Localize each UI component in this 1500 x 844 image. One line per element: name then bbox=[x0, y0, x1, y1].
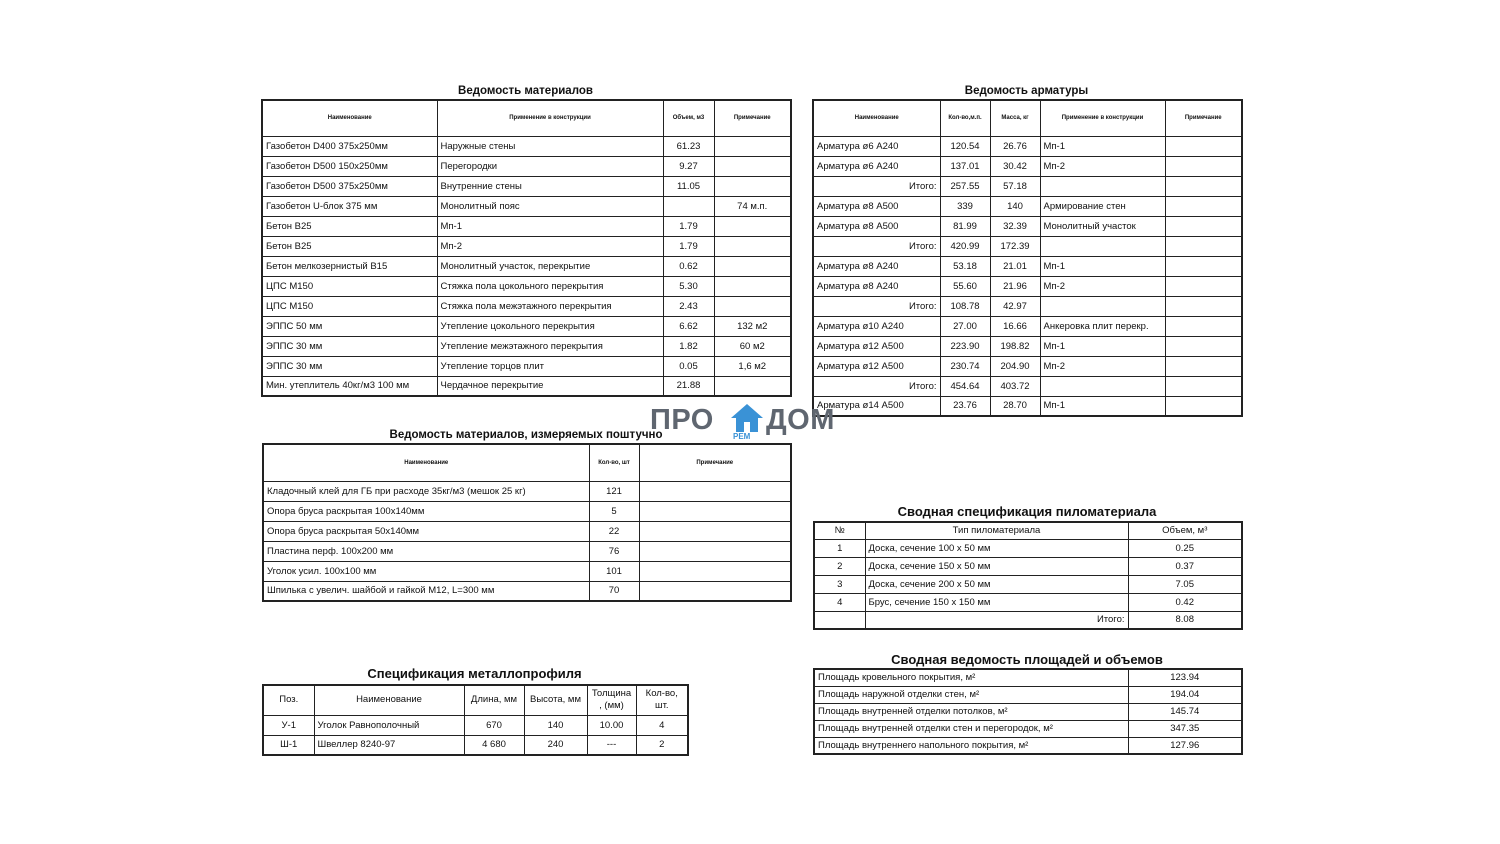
materials-title: Ведомость материалов bbox=[458, 85, 593, 97]
table-cell bbox=[1165, 276, 1242, 296]
table-cell: Площадь внутренней отделки стен и перегородок, м² bbox=[814, 720, 1128, 737]
materials-table bbox=[261, 99, 792, 397]
table-cell: 4 680 bbox=[464, 735, 524, 755]
table-cell: 123.94 bbox=[1128, 669, 1242, 686]
table-cell: 53.18 bbox=[940, 256, 990, 276]
table-cell: Кладочный клей для ГБ при расходе 35кг/м3 (мешок 25 кг) bbox=[263, 481, 589, 501]
table-cell bbox=[1165, 216, 1242, 236]
table-cell bbox=[1165, 296, 1242, 316]
table-cell: 108.78 bbox=[940, 296, 990, 316]
table-cell bbox=[1040, 176, 1165, 196]
table-cell: Итого: bbox=[813, 176, 940, 196]
table-cell bbox=[814, 611, 865, 629]
table-cell: Мп-2 bbox=[1040, 156, 1165, 176]
header-cell: Применение в конструкции bbox=[437, 100, 663, 136]
table-cell: 6.62 bbox=[663, 316, 714, 336]
table-row bbox=[813, 176, 1242, 196]
table-cell bbox=[714, 376, 791, 396]
table-cell bbox=[714, 256, 791, 276]
logo-subtext: РЕМ bbox=[733, 432, 751, 441]
table-cell: Арматура ø14 А500 bbox=[813, 396, 940, 416]
table-header bbox=[813, 100, 1242, 136]
table-cell: Итого: bbox=[813, 236, 940, 256]
table-row bbox=[263, 561, 791, 581]
table-cell: 140 bbox=[990, 196, 1040, 216]
table-cell bbox=[714, 156, 791, 176]
table-cell: 257.55 bbox=[940, 176, 990, 196]
table-cell: Утепление межэтажного перекрытия bbox=[437, 336, 663, 356]
table-cell: 70 bbox=[589, 581, 639, 601]
table-cell: 1 bbox=[814, 539, 865, 557]
table-row bbox=[814, 703, 1242, 720]
piece-block bbox=[262, 427, 790, 602]
table-row bbox=[263, 481, 791, 501]
table-cell: 57.18 bbox=[990, 176, 1040, 196]
table-cell: 223.90 bbox=[940, 336, 990, 356]
table-cell: 339 bbox=[940, 196, 990, 216]
table-header bbox=[814, 522, 1242, 539]
table-row bbox=[813, 136, 1242, 156]
table-row bbox=[814, 669, 1242, 686]
table-cell: 5.30 bbox=[663, 276, 714, 296]
table-cell: Стяжка пола цокольного перекрытия bbox=[437, 276, 663, 296]
table-row bbox=[262, 196, 791, 216]
table-cell: 5 bbox=[589, 501, 639, 521]
table-row bbox=[814, 539, 1242, 557]
table-cell: 2 bbox=[636, 735, 688, 755]
table-cell: ЭППС 30 мм bbox=[262, 336, 437, 356]
table-cell: 27.00 bbox=[940, 316, 990, 336]
table-cell bbox=[639, 541, 791, 561]
table-cell bbox=[1165, 376, 1242, 396]
table-cell bbox=[663, 196, 714, 216]
table-cell: Опора бруса раскрытая 100х140мм bbox=[263, 501, 589, 521]
table-row bbox=[262, 376, 791, 396]
table-cell: 172.39 bbox=[990, 236, 1040, 256]
table-cell bbox=[639, 561, 791, 581]
table-row bbox=[262, 236, 791, 256]
table-row bbox=[814, 593, 1242, 611]
header-cell: Кол-во,м.п. bbox=[940, 100, 990, 136]
table-row bbox=[262, 256, 791, 276]
table-row bbox=[813, 316, 1242, 336]
table-row bbox=[813, 296, 1242, 316]
table-cell: Арматура ø12 А500 bbox=[813, 336, 940, 356]
table-cell: ЭППС 50 мм bbox=[262, 316, 437, 336]
table-cell: Бетон мелкозернистый В15 bbox=[262, 256, 437, 276]
table-row bbox=[262, 296, 791, 316]
table-cell: Площадь внутреннего напольного покрытия, м² bbox=[814, 737, 1128, 754]
table-cell: 194.04 bbox=[1128, 686, 1242, 703]
table-cell bbox=[714, 176, 791, 196]
table-cell: 0.62 bbox=[663, 256, 714, 276]
watermark-logo bbox=[650, 402, 850, 444]
table-cell: Мп-2 bbox=[1040, 276, 1165, 296]
table-cell: 11.05 bbox=[663, 176, 714, 196]
table-cell: Мп-2 bbox=[1040, 356, 1165, 376]
table-row bbox=[262, 316, 791, 336]
table-cell: Арматура ø8 А500 bbox=[813, 196, 940, 216]
table-cell: 1.79 bbox=[663, 236, 714, 256]
table-cell: 230.74 bbox=[940, 356, 990, 376]
table-cell: 101 bbox=[589, 561, 639, 581]
table-row bbox=[813, 196, 1242, 216]
table-header bbox=[263, 444, 791, 481]
header-cell: Высота, мм bbox=[524, 685, 587, 715]
table-cell: Площадь наружной отделки стен, м² bbox=[814, 686, 1128, 703]
table-row bbox=[262, 176, 791, 196]
table-cell: Опора бруса раскрытая 50х140мм bbox=[263, 521, 589, 541]
table-row bbox=[263, 541, 791, 561]
lumber-table bbox=[813, 521, 1243, 630]
table-cell bbox=[714, 136, 791, 156]
table-cell: Армирование стен bbox=[1040, 196, 1165, 216]
table-cell: Мп-1 bbox=[1040, 136, 1165, 156]
header-cell: Кол-во, шт. bbox=[636, 685, 688, 715]
table-cell: Мп-1 bbox=[1040, 336, 1165, 356]
table-cell: Мп-1 bbox=[1040, 396, 1165, 416]
table-cell bbox=[639, 481, 791, 501]
table-cell bbox=[1040, 236, 1165, 256]
table-cell: 120.54 bbox=[940, 136, 990, 156]
table-cell: 420.99 bbox=[940, 236, 990, 256]
table-row bbox=[262, 276, 791, 296]
table-row bbox=[813, 236, 1242, 256]
table-cell: 1,6 м2 bbox=[714, 356, 791, 376]
table-cell: 23.76 bbox=[940, 396, 990, 416]
table-cell bbox=[1040, 296, 1165, 316]
table-row bbox=[814, 686, 1242, 703]
table-cell: Арматура ø6 А240 bbox=[813, 136, 940, 156]
table-cell: Итого: bbox=[813, 296, 940, 316]
table-cell: 145.74 bbox=[1128, 703, 1242, 720]
areas-block bbox=[813, 651, 1241, 755]
table-cell: Наружные стены bbox=[437, 136, 663, 156]
table-cell: Бетон В25 bbox=[262, 236, 437, 256]
table-cell: ЦПС М150 bbox=[262, 296, 437, 316]
table-cell: Доска, сечение 100 х 50 мм bbox=[865, 539, 1128, 557]
table-cell: 121 bbox=[589, 481, 639, 501]
table-cell: Брус, сечение 150 х 150 мм bbox=[865, 593, 1128, 611]
table-cell: Монолитный пояс bbox=[437, 196, 663, 216]
table-row bbox=[813, 336, 1242, 356]
table-row bbox=[814, 575, 1242, 593]
table-cell: 22 bbox=[589, 521, 639, 541]
table-cell bbox=[1165, 176, 1242, 196]
header-cell: Примечание bbox=[639, 444, 791, 481]
table-row bbox=[813, 356, 1242, 376]
table-row bbox=[263, 735, 688, 755]
table-cell: Пластина перф. 100х200 мм bbox=[263, 541, 589, 561]
table-row bbox=[262, 356, 791, 376]
table-row bbox=[262, 156, 791, 176]
table-cell bbox=[1165, 256, 1242, 276]
table-cell: 16.66 bbox=[990, 316, 1040, 336]
table-cell: 0.05 bbox=[663, 356, 714, 376]
table-cell: Утепление цокольного перекрытия bbox=[437, 316, 663, 336]
areas-title: Сводная ведомость площадей и объемов bbox=[891, 652, 1163, 667]
table-cell bbox=[1165, 156, 1242, 176]
table-cell: 1.79 bbox=[663, 216, 714, 236]
table-row bbox=[813, 256, 1242, 276]
table-cell: Стяжка пола межэтажного перекрытия bbox=[437, 296, 663, 316]
header-cell: Тип пиломатериала bbox=[865, 522, 1128, 539]
table-cell: Чердачное перекрытие bbox=[437, 376, 663, 396]
table-cell bbox=[714, 236, 791, 256]
header-cell: Наименование bbox=[314, 685, 464, 715]
table-cell: 26.76 bbox=[990, 136, 1040, 156]
table-cell: 0.42 bbox=[1128, 593, 1242, 611]
table-row bbox=[814, 557, 1242, 575]
table-cell: 1.82 bbox=[663, 336, 714, 356]
table-row bbox=[262, 336, 791, 356]
table-cell: У-1 bbox=[263, 715, 314, 735]
table-cell bbox=[639, 501, 791, 521]
table-cell: Арматура ø8 А240 bbox=[813, 256, 940, 276]
table-cell: Газобетон D500 150х250мм bbox=[262, 156, 437, 176]
table-cell: 240 bbox=[524, 735, 587, 755]
table-cell: Монолитный участок, перекрытие bbox=[437, 256, 663, 276]
table-cell: 127.96 bbox=[1128, 737, 1242, 754]
header-cell: Длина, мм bbox=[464, 685, 524, 715]
table-cell: 198.82 bbox=[990, 336, 1040, 356]
table-cell: Доска, сечение 150 х 50 мм bbox=[865, 557, 1128, 575]
table-cell bbox=[1165, 196, 1242, 216]
lumber-block bbox=[813, 503, 1241, 630]
table-cell bbox=[714, 276, 791, 296]
metal-table bbox=[262, 684, 689, 756]
areas-table bbox=[813, 668, 1243, 755]
header-cell: Примечание bbox=[714, 100, 791, 136]
piece-title: Ведомость материалов, измеряемых поштучно bbox=[389, 429, 663, 441]
table-row bbox=[262, 136, 791, 156]
table-cell: Газобетон U-блок 375 мм bbox=[262, 196, 437, 216]
table-cell: 32.39 bbox=[990, 216, 1040, 236]
table-cell: Арматура ø12 А500 bbox=[813, 356, 940, 376]
table-cell: 55.60 bbox=[940, 276, 990, 296]
table-cell: 2.43 bbox=[663, 296, 714, 316]
table-row bbox=[813, 276, 1242, 296]
table-row bbox=[813, 216, 1242, 236]
table-cell: 9.27 bbox=[663, 156, 714, 176]
table-cell: 670 bbox=[464, 715, 524, 735]
table-row bbox=[263, 581, 791, 601]
table-row bbox=[814, 737, 1242, 754]
header-cell: Объем, м³ bbox=[1128, 522, 1242, 539]
table-cell: Арматура ø8 А240 bbox=[813, 276, 940, 296]
table-cell: 76 bbox=[589, 541, 639, 561]
table-cell: 60 м2 bbox=[714, 336, 791, 356]
materials-block bbox=[261, 83, 790, 397]
table-cell: 61.23 bbox=[663, 136, 714, 156]
header-cell: Поз. bbox=[263, 685, 314, 715]
table-row bbox=[813, 156, 1242, 176]
table-cell: Доска, сечение 200 х 50 мм bbox=[865, 575, 1128, 593]
table-cell: 81.99 bbox=[940, 216, 990, 236]
header-cell: Применение в конструкции bbox=[1040, 100, 1165, 136]
table-cell bbox=[1165, 136, 1242, 156]
table-cell: Газобетон D400 375х250мм bbox=[262, 136, 437, 156]
table-cell bbox=[1165, 236, 1242, 256]
metal-block bbox=[262, 664, 687, 756]
table-cell: 7.05 bbox=[1128, 575, 1242, 593]
table-cell: 21.01 bbox=[990, 256, 1040, 276]
logo-text-right: ДОМ bbox=[766, 404, 835, 436]
table-cell: ЭППС 30 мм bbox=[262, 356, 437, 376]
table-cell: 140 bbox=[524, 715, 587, 735]
header-cell: Объем, м3 bbox=[663, 100, 714, 136]
rebar-block bbox=[812, 83, 1241, 417]
table-cell: 4 bbox=[814, 593, 865, 611]
table-cell bbox=[639, 581, 791, 601]
table-cell: 74 м.п. bbox=[714, 196, 791, 216]
header-cell: Примечание bbox=[1165, 100, 1242, 136]
table-cell: Внутренние стены bbox=[437, 176, 663, 196]
table-cell: 137.01 bbox=[940, 156, 990, 176]
table-cell: 21.96 bbox=[990, 276, 1040, 296]
table-header bbox=[262, 100, 791, 136]
metal-title: Спецификация металлопрофиля bbox=[367, 666, 582, 681]
table-cell bbox=[639, 521, 791, 541]
table-cell: 4 bbox=[636, 715, 688, 735]
table-cell: Площадь внутренней отделки потолков, м² bbox=[814, 703, 1128, 720]
table-cell: Шпилька с увелич. шайбой и гайкой М12, L=300 мм bbox=[263, 581, 589, 601]
table-cell: Мп-1 bbox=[1040, 256, 1165, 276]
table-cell: 3 bbox=[814, 575, 865, 593]
table-header bbox=[263, 685, 688, 715]
table-cell: Итого: bbox=[813, 376, 940, 396]
header-cell: Наименование bbox=[263, 444, 589, 481]
header-cell: Наименование bbox=[813, 100, 940, 136]
header-cell: Кол-во, шт bbox=[589, 444, 639, 481]
table-cell: Мп-2 bbox=[437, 236, 663, 256]
table-cell: Площадь кровельного покрытия, м² bbox=[814, 669, 1128, 686]
total-label: Итого: bbox=[865, 611, 1128, 629]
table-cell: 347.35 bbox=[1128, 720, 1242, 737]
table-cell: Уголок Равнополочный bbox=[314, 715, 464, 735]
header-cell: № bbox=[814, 522, 865, 539]
table-cell bbox=[1165, 356, 1242, 376]
piece-table bbox=[262, 443, 792, 602]
table-cell: 2 bbox=[814, 557, 865, 575]
total-row bbox=[814, 611, 1242, 629]
table-cell: 403.72 bbox=[990, 376, 1040, 396]
table-cell: 21.88 bbox=[663, 376, 714, 396]
table-cell: 42.97 bbox=[990, 296, 1040, 316]
table-cell: Утепление торцов плит bbox=[437, 356, 663, 376]
table-row bbox=[263, 715, 688, 735]
table-cell: Уголок усил. 100х100 мм bbox=[263, 561, 589, 581]
table-cell: Перегородки bbox=[437, 156, 663, 176]
table-row bbox=[263, 521, 791, 541]
table-cell: 132 м2 bbox=[714, 316, 791, 336]
table-row bbox=[262, 216, 791, 236]
table-cell: Бетон В25 bbox=[262, 216, 437, 236]
table-cell: 0.25 bbox=[1128, 539, 1242, 557]
header-cell: Наименование bbox=[262, 100, 437, 136]
rebar-table bbox=[812, 99, 1243, 417]
table-cell: 454.64 bbox=[940, 376, 990, 396]
total-value: 8.08 bbox=[1128, 611, 1242, 629]
header-cell: Толщина , (мм) bbox=[587, 685, 636, 715]
table-row bbox=[263, 501, 791, 521]
table-cell: 30.42 bbox=[990, 156, 1040, 176]
table-cell: 28.70 bbox=[990, 396, 1040, 416]
lumber-title: Сводная спецификация пиломатериала bbox=[897, 504, 1157, 519]
table-cell: Монолитный участок bbox=[1040, 216, 1165, 236]
logo-text-left: ПРО bbox=[650, 404, 714, 436]
rebar-title: Ведомость арматуры bbox=[964, 85, 1089, 97]
table-cell: Арматура ø8 А500 bbox=[813, 216, 940, 236]
table-cell bbox=[1165, 316, 1242, 336]
table-cell: Анкеровка плит перекр. bbox=[1040, 316, 1165, 336]
table-row bbox=[813, 376, 1242, 396]
table-cell: Мин. утеплитель 40кг/м3 100 мм bbox=[262, 376, 437, 396]
table-cell: Мп-1 bbox=[437, 216, 663, 236]
table-cell bbox=[714, 216, 791, 236]
header-cell: Масса, кг bbox=[990, 100, 1040, 136]
table-cell: ЦПС М150 bbox=[262, 276, 437, 296]
table-cell: Арматура ø6 А240 bbox=[813, 156, 940, 176]
table-cell: 204.90 bbox=[990, 356, 1040, 376]
table-cell: Арматура ø10 А240 bbox=[813, 316, 940, 336]
table-cell: Газобетон D500 375х250мм bbox=[262, 176, 437, 196]
table-cell: --- bbox=[587, 735, 636, 755]
table-cell: Швеллер 8240-97 bbox=[314, 735, 464, 755]
table-cell bbox=[1165, 396, 1242, 416]
table-row bbox=[814, 720, 1242, 737]
table-cell: 10.00 bbox=[587, 715, 636, 735]
table-cell bbox=[1040, 376, 1165, 396]
table-row bbox=[813, 396, 1242, 416]
table-cell: 0.37 bbox=[1128, 557, 1242, 575]
table-cell bbox=[714, 296, 791, 316]
table-cell: Ш-1 bbox=[263, 735, 314, 755]
table-cell bbox=[1165, 336, 1242, 356]
